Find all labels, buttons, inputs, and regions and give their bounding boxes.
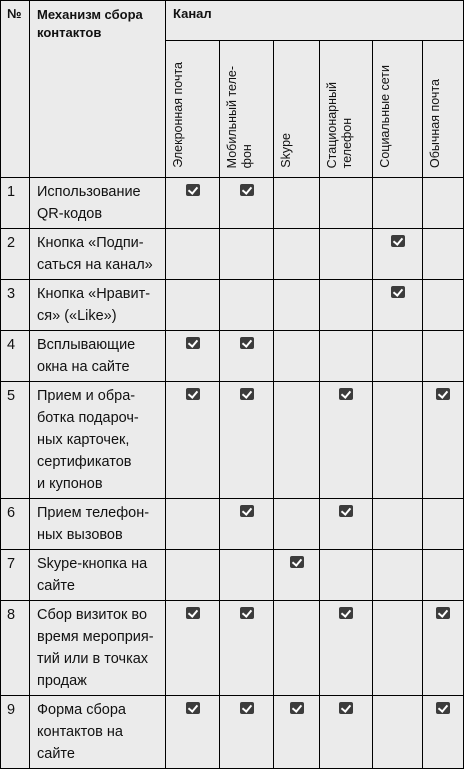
cell-email [166,499,220,550]
row-mechanism: Кнопка «Нравит- ся» («Like») [30,280,166,331]
cell-email [166,331,220,382]
cell-post [423,499,464,550]
cell-post [423,331,464,382]
cell-mobile [220,601,274,696]
row-number: 4 [1,331,30,382]
cell-landline [320,550,373,601]
cell-social [373,382,423,499]
checkmark-icon [290,556,304,568]
checkmark-icon [240,505,254,517]
cell-skype [274,499,320,550]
channel-header-label: Стационарный телефон [325,81,354,168]
cell-landline [320,696,373,769]
checkmark-icon [339,702,353,714]
table-row [1,280,464,331]
channel-header-skype [274,41,320,178]
cell-landline [320,280,373,331]
cell-social [373,696,423,769]
row-number: 2 [1,229,30,280]
cell-mobile [220,550,274,601]
cell-skype [274,550,320,601]
cell-email [166,550,220,601]
checkmark-icon [339,607,353,619]
cell-skype [274,382,320,499]
row-mechanism: Использование QR-кодов [30,178,166,229]
cell-social [373,499,423,550]
number-column-header: № [1,1,30,178]
row-number: 3 [1,280,30,331]
row-number: 1 [1,178,30,229]
cell-skype [274,229,320,280]
table-row [1,229,464,280]
cell-mobile [220,229,274,280]
cell-post [423,382,464,499]
channel-group-header: Канал [166,1,464,41]
cell-mobile [220,382,274,499]
channel-header-post [423,41,464,178]
cell-social [373,550,423,601]
cell-email [166,696,220,769]
cell-mobile [220,331,274,382]
table-row [1,178,464,229]
cell-post [423,280,464,331]
cell-skype [274,280,320,331]
checkmark-icon [391,235,405,247]
cell-mobile [220,696,274,769]
channel-header-label: Skype [279,133,293,168]
checkmark-icon [436,388,450,400]
table-row [1,550,464,601]
checkmark-icon [240,607,254,619]
checkmark-icon [339,505,353,517]
table-row [1,331,464,382]
cell-landline [320,229,373,280]
cell-mobile [220,499,274,550]
cell-landline [320,382,373,499]
cell-email [166,178,220,229]
row-mechanism: Skype-кнопка на сайте [30,550,166,601]
row-number: 7 [1,550,30,601]
table-row [1,601,464,696]
channel-header-label: Обычная почта [428,79,442,168]
checkmark-icon [186,388,200,400]
table-header [1,1,464,178]
checkmark-icon [186,184,200,196]
channel-header-label: Социальные сети [378,65,392,168]
row-mechanism: Прием и обра- ботка подароч- ных карточек, сертификатов и купонов [30,382,166,499]
checkmark-icon [186,702,200,714]
table-body [1,178,464,769]
checkmark-icon [240,388,254,400]
cell-landline [320,331,373,382]
cell-landline [320,178,373,229]
cell-email [166,382,220,499]
cell-skype [274,178,320,229]
cell-post [423,229,464,280]
row-number: 6 [1,499,30,550]
channel-header-email [166,41,220,178]
checkmark-icon [240,184,254,196]
checkmark-icon [391,286,405,298]
checkmark-icon [339,388,353,400]
row-number: 5 [1,382,30,499]
checkmark-icon [436,702,450,714]
channel-header-landline [320,41,373,178]
checkmark-icon [436,607,450,619]
checkmark-icon [186,337,200,349]
cell-mobile [220,178,274,229]
row-mechanism: Всплывающие окна на сайте [30,331,166,382]
row-mechanism: Кнопка «Подпи- саться на канал» [30,229,166,280]
cell-post [423,601,464,696]
cell-social [373,601,423,696]
cell-post [423,696,464,769]
checkmark-icon [240,337,254,349]
table-row [1,696,464,769]
cell-email [166,229,220,280]
table-row [1,499,464,550]
cell-landline [320,499,373,550]
cell-skype [274,601,320,696]
cell-post [423,550,464,601]
cell-email [166,601,220,696]
checkmark-icon [290,702,304,714]
row-number: 9 [1,696,30,769]
checkmark-icon [240,702,254,714]
cell-landline [320,601,373,696]
channel-header-social [373,41,423,178]
cell-email [166,280,220,331]
cell-mobile [220,280,274,331]
mechanism-column-header: Механизм сбора контактов [30,1,166,178]
cell-post [423,178,464,229]
row-mechanism: Форма сбора контактов на сайте [30,696,166,769]
cell-skype [274,331,320,382]
cell-social [373,229,423,280]
row-number: 8 [1,601,30,696]
row-mechanism: Сбор визиток во время мероприя- тий или в точках продаж [30,601,166,696]
channel-header-mobile [220,41,274,178]
channel-header-label: Элекронная почта [171,62,185,168]
table-row [1,382,464,499]
cell-social [373,280,423,331]
checkmark-icon [186,607,200,619]
row-mechanism: Прием телефон- ных вызовов [30,499,166,550]
cell-social [373,331,423,382]
cell-social [373,178,423,229]
cell-skype [274,696,320,769]
channel-header-label: Мобильный теле- фон [225,65,254,168]
